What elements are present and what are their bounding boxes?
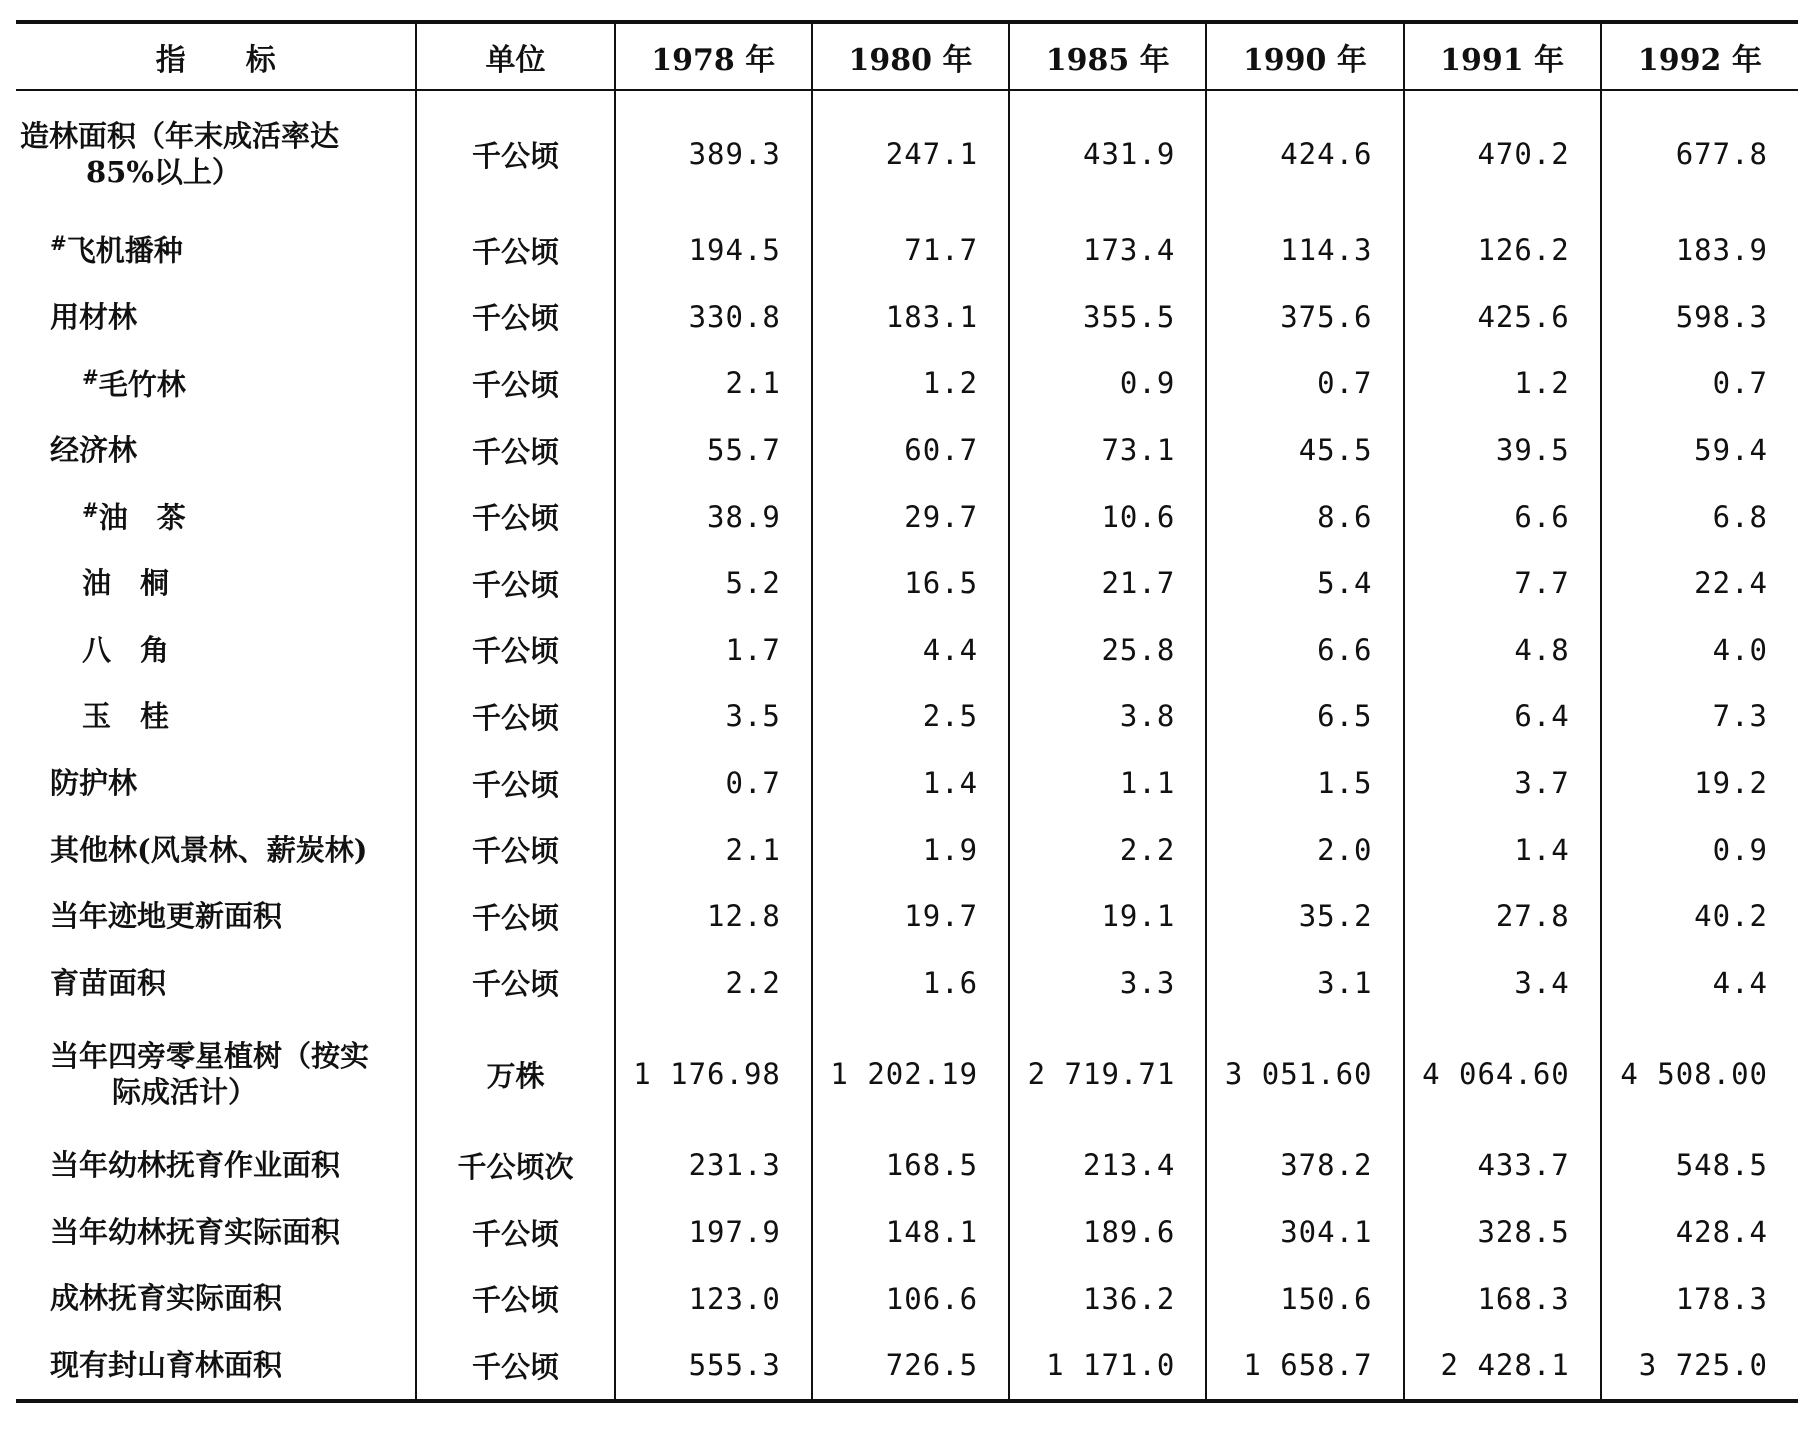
row-value: 60.7 <box>812 417 1009 484</box>
row-label <box>16 90 416 217</box>
row-value: 35.2 <box>1206 883 1403 950</box>
row-value: 4 508.00 <box>1620 1057 1768 1092</box>
hash-mark: # <box>50 231 67 256</box>
row-value: 431.9 <box>1009 90 1206 217</box>
row-value: 1.9 <box>812 816 1009 883</box>
row-label-line1: 造林面积（年末成活率达 <box>20 118 340 153</box>
row-value: 8.6 <box>1206 483 1403 550</box>
table-row <box>16 683 1798 750</box>
row-value: 126.2 <box>1404 217 1601 284</box>
row-value: 55.7 <box>615 417 812 484</box>
row-label: 现有封山育林面积 <box>16 1332 416 1401</box>
row-value: 555.3 <box>615 1332 812 1401</box>
table-row <box>16 883 1798 950</box>
row-value: 2.2 <box>615 950 812 1017</box>
row-value: 2.1 <box>615 816 812 883</box>
hash-mark: # <box>82 364 99 389</box>
row-value: 3.7 <box>1404 750 1601 817</box>
row-value: 425.6 <box>1404 284 1601 351</box>
row-value: 2.2 <box>1009 816 1206 883</box>
row-value: 19.1 <box>1009 883 1206 950</box>
row-value: 1.6 <box>812 950 1009 1017</box>
row-value: 6.6 <box>1404 483 1601 550</box>
row-label: 用材林 <box>16 284 416 351</box>
row-label <box>16 483 416 550</box>
row-value: 0.9 <box>1009 350 1206 417</box>
row-label-text: 油 茶 <box>98 500 186 535</box>
row-label-line2: 际成活计） <box>112 1075 258 1110</box>
row-value: 168.5 <box>812 1132 1009 1199</box>
row-value: 3.4 <box>1404 950 1601 1017</box>
row-value: 1 658.7 <box>1206 1332 1403 1401</box>
row-value: 0.7 <box>1712 366 1768 401</box>
row-value: 548.5 <box>1675 1148 1768 1183</box>
row-value: 247.1 <box>812 90 1009 217</box>
row-value: 328.5 <box>1404 1199 1601 1266</box>
row-value: 39.5 <box>1404 417 1601 484</box>
row-value: 3.5 <box>615 683 812 750</box>
row-value: 5.4 <box>1206 550 1403 617</box>
row-value: 330.8 <box>615 284 812 351</box>
row-value: 19.7 <box>812 883 1009 950</box>
row-value: 433.7 <box>1404 1132 1601 1199</box>
row-value: 114.3 <box>1206 217 1403 284</box>
row-label: 八 角 <box>16 617 416 684</box>
row-value: 4 064.60 <box>1404 1016 1601 1132</box>
table-row <box>16 750 1798 817</box>
row-value: 375.6 <box>1206 284 1403 351</box>
row-label-text: 飞机播种 <box>66 234 183 268</box>
row-value: 231.3 <box>615 1132 812 1199</box>
table-row <box>16 816 1798 883</box>
row-label: 油 桐 <box>16 550 416 617</box>
table-row <box>16 483 1798 550</box>
row-value: 45.5 <box>1206 417 1403 484</box>
row-unit: 千公顷 <box>416 950 614 1017</box>
row-value: 4.0 <box>1712 632 1768 667</box>
row-unit: 千公顷 <box>416 1332 614 1401</box>
row-unit: 千公顷 <box>416 217 614 284</box>
row-label-line2: 85%以上） <box>86 155 241 189</box>
row-value: 598.3 <box>1675 299 1768 334</box>
row-value: 3.3 <box>1009 950 1206 1017</box>
row-value: 123.0 <box>615 1265 812 1332</box>
row-value: 73.1 <box>1009 417 1206 484</box>
row-unit: 千公顷 <box>416 816 614 883</box>
table-row <box>16 1265 1798 1332</box>
row-label: 防护林 <box>16 750 416 817</box>
row-value: 59.4 <box>1694 433 1768 468</box>
row-value: 0.7 <box>1206 350 1403 417</box>
table-row <box>16 284 1798 351</box>
row-value: 1 176.98 <box>615 1016 812 1132</box>
row-value: 428.4 <box>1675 1215 1768 1250</box>
row-label: 其他林(风景林、薪炭林) <box>16 816 416 883</box>
row-value: 2.1 <box>615 350 812 417</box>
row-value: 6.5 <box>1206 683 1403 750</box>
row-unit: 千公顷 <box>416 683 614 750</box>
row-value: 1.5 <box>1206 750 1403 817</box>
hash-mark: # <box>82 497 99 522</box>
table-row <box>16 617 1798 684</box>
table-row <box>16 1332 1798 1401</box>
row-unit: 千公顷 <box>416 90 614 217</box>
row-label: 当年幼林抚育实际面积 <box>16 1199 416 1266</box>
row-value: 6.4 <box>1404 683 1601 750</box>
row-label: 成林抚育实际面积 <box>16 1265 416 1332</box>
row-value: 136.2 <box>1009 1265 1206 1332</box>
row-value: 726.5 <box>812 1332 1009 1401</box>
header-year: 1991 年 <box>1404 22 1601 90</box>
header-unit: 单位 <box>416 22 614 90</box>
row-value: 173.4 <box>1009 217 1206 284</box>
row-value: 355.5 <box>1009 284 1206 351</box>
row-value: 1.4 <box>1404 816 1601 883</box>
header-row <box>16 22 1798 90</box>
row-value: 197.9 <box>615 1199 812 1266</box>
row-value: 4.8 <box>1404 617 1601 684</box>
row-value: 304.1 <box>1206 1199 1403 1266</box>
row-value: 677.8 <box>1675 137 1768 171</box>
row-unit: 千公顷 <box>416 1199 614 1266</box>
row-value: 3 725.0 <box>1601 1332 1798 1401</box>
header-year: 1990 年 <box>1206 22 1403 90</box>
row-value: 178.3 <box>1675 1281 1768 1316</box>
row-value: 0.9 <box>1712 832 1768 867</box>
row-value: 2.0 <box>1206 816 1403 883</box>
row-value: 1.2 <box>1404 350 1601 417</box>
table-row <box>16 550 1798 617</box>
header-year: 1978 年 <box>615 22 812 90</box>
row-value: 27.8 <box>1404 883 1601 950</box>
row-value: 29.7 <box>812 483 1009 550</box>
row-value: 4.4 <box>812 617 1009 684</box>
row-value: 183.1 <box>812 284 1009 351</box>
row-unit: 千公顷 <box>416 350 614 417</box>
row-value: 1 171.0 <box>1009 1332 1206 1401</box>
row-value: 7.3 <box>1712 699 1768 734</box>
row-value: 189.6 <box>1009 1199 1206 1266</box>
row-unit: 千公顷 <box>416 1265 614 1332</box>
row-value: 1 202.19 <box>812 1016 1009 1132</box>
row-value: 194.5 <box>615 217 812 284</box>
row-value: 378.2 <box>1206 1132 1403 1199</box>
row-value: 168.3 <box>1404 1265 1601 1332</box>
row-value: 71.7 <box>812 217 1009 284</box>
row-value: 21.7 <box>1009 550 1206 617</box>
row-value: 470.2 <box>1404 90 1601 217</box>
row-label: 玉 桂 <box>16 683 416 750</box>
row-value: 25.8 <box>1009 617 1206 684</box>
row-value: 22.4 <box>1694 566 1768 601</box>
row-value: 38.9 <box>615 483 812 550</box>
row-unit: 千公顷次 <box>416 1132 614 1199</box>
table-row <box>16 950 1798 1017</box>
row-value: 40.2 <box>1694 899 1768 934</box>
row-value: 4.4 <box>1712 965 1768 1000</box>
row-unit: 千公顷 <box>416 550 614 617</box>
row-value: 2 428.1 <box>1404 1332 1601 1401</box>
table-row <box>16 217 1798 284</box>
row-value: 148.1 <box>812 1199 1009 1266</box>
table-row <box>16 90 1798 217</box>
header-indicator: 指 标 <box>16 22 416 90</box>
row-unit: 千公顷 <box>416 284 614 351</box>
row-value: 1.7 <box>615 617 812 684</box>
row-unit: 千公顷 <box>416 883 614 950</box>
row-value: 424.6 <box>1206 90 1403 217</box>
row-label: 当年迹地更新面积 <box>16 883 416 950</box>
row-label <box>16 350 416 417</box>
row-value: 12.8 <box>615 883 812 950</box>
header-year: 1985 年 <box>1009 22 1206 90</box>
row-value: 19.2 <box>1694 766 1768 801</box>
row-value: 7.7 <box>1404 550 1601 617</box>
row-label <box>16 1016 416 1132</box>
table-row <box>16 1016 1798 1132</box>
row-label-text: 毛竹林 <box>98 367 186 402</box>
row-unit: 万株 <box>416 1016 614 1132</box>
row-value: 5.2 <box>615 550 812 617</box>
table-row <box>16 1199 1798 1266</box>
row-label-line1: 当年四旁零星植树（按实 <box>50 1038 370 1073</box>
row-unit: 千公顷 <box>416 483 614 550</box>
row-value: 3 051.60 <box>1206 1016 1403 1132</box>
row-value: 2 719.71 <box>1009 1016 1206 1132</box>
row-value: 183.9 <box>1675 233 1768 268</box>
row-unit: 千公顷 <box>416 750 614 817</box>
row-value: 6.6 <box>1206 617 1403 684</box>
row-value: 150.6 <box>1206 1265 1403 1332</box>
header-year: 1992 年 <box>1601 22 1798 90</box>
row-unit: 千公顷 <box>416 617 614 684</box>
header-year: 1980 年 <box>812 22 1009 90</box>
row-label: 经济林 <box>16 417 416 484</box>
table-row <box>16 417 1798 484</box>
row-value: 1.2 <box>812 350 1009 417</box>
row-value: 10.6 <box>1009 483 1206 550</box>
row-value: 6.8 <box>1712 499 1768 534</box>
row-value: 106.6 <box>812 1265 1009 1332</box>
row-label: 育苗面积 <box>16 950 416 1017</box>
table-row <box>16 1132 1798 1199</box>
row-value: 1.1 <box>1009 750 1206 817</box>
row-value: 16.5 <box>812 550 1009 617</box>
row-value: 3.8 <box>1009 683 1206 750</box>
row-value: 213.4 <box>1009 1132 1206 1199</box>
row-value: 0.7 <box>615 750 812 817</box>
forestry-statistics-table <box>16 20 1798 1403</box>
row-label <box>16 217 416 284</box>
row-unit: 千公顷 <box>416 417 614 484</box>
row-value: 2.5 <box>812 683 1009 750</box>
row-value: 1.4 <box>812 750 1009 817</box>
row-value: 3.1 <box>1206 950 1403 1017</box>
row-value: 389.3 <box>615 90 812 217</box>
table-row <box>16 350 1798 417</box>
row-label: 当年幼林抚育作业面积 <box>16 1132 416 1199</box>
statistics-page <box>16 20 1798 1403</box>
